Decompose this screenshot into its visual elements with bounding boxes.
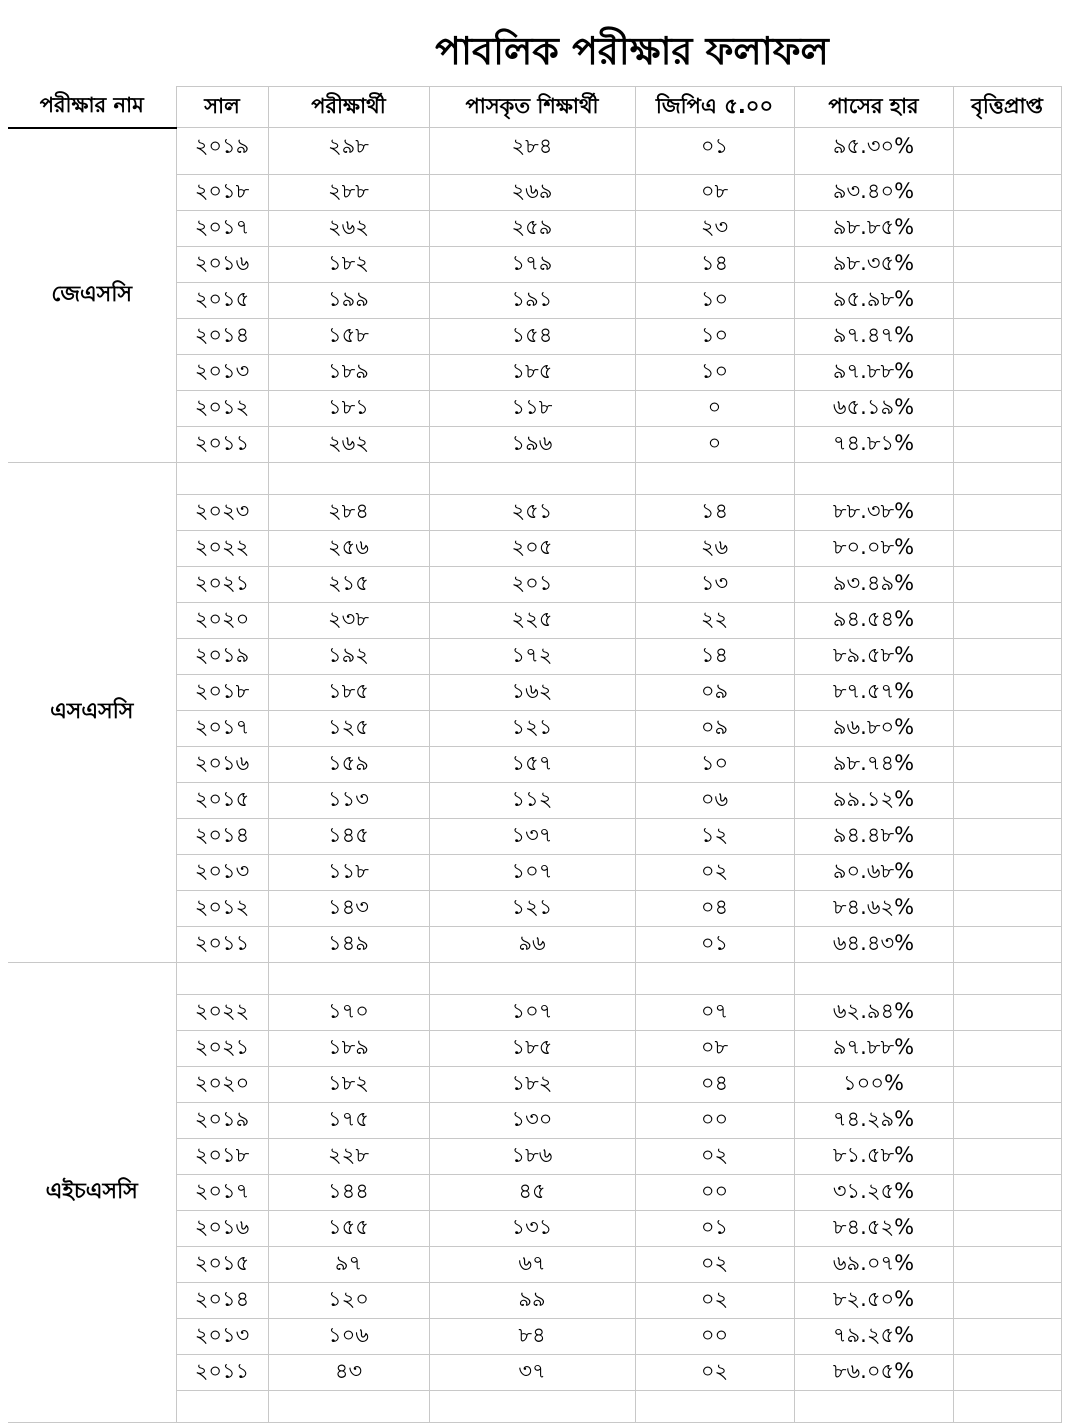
year-cell: ২০২২ (176, 531, 268, 567)
examinees-cell: ২৯৮ (268, 128, 429, 175)
scholarship-cell (953, 995, 1061, 1031)
pass-rate-cell: ৯৭.৪৭% (794, 319, 953, 355)
pass-rate-cell: ৯৯.১২% (794, 783, 953, 819)
passed-cell: ৯৬ (429, 927, 635, 963)
examinees-cell: ১৮৯ (268, 1031, 429, 1067)
examinees-cell: ১৪৩ (268, 891, 429, 927)
passed-cell: ১৮২ (429, 1067, 635, 1103)
passed-cell: ১৩১ (429, 1211, 635, 1247)
year-cell: ২০২১ (176, 567, 268, 603)
scholarship-cell (953, 175, 1061, 211)
year-cell: ২০১৩ (176, 855, 268, 891)
year-cell: ২০২০ (176, 1067, 268, 1103)
examinees-cell: ২৮৮ (268, 175, 429, 211)
scholarship-cell (953, 1283, 1061, 1319)
scholarship-cell (953, 1247, 1061, 1283)
year-cell: ২০১৫ (176, 283, 268, 319)
pass-rate-cell: ৩১.২৫% (794, 1175, 953, 1211)
pass-rate-cell: ৯০.৬৮% (794, 855, 953, 891)
empty-cell (953, 963, 1061, 995)
pass-rate-cell: ৯৫.৩০% (794, 128, 953, 175)
passed-cell: ৯৯ (429, 1283, 635, 1319)
gpa5-cell: ১০ (635, 283, 794, 319)
gpa5-cell: ০০ (635, 1103, 794, 1139)
year-cell: ২০১৪ (176, 319, 268, 355)
examinees-cell: ১৪৫ (268, 819, 429, 855)
gpa5-cell: ০২ (635, 1247, 794, 1283)
pass-rate-cell: ৬২.৯৪% (794, 995, 953, 1031)
year-cell: ২০১৮ (176, 675, 268, 711)
examinees-cell: ৪৩ (268, 1355, 429, 1391)
examinees-cell: ১৫৯ (268, 747, 429, 783)
gpa5-cell: ১০ (635, 355, 794, 391)
scholarship-cell (953, 128, 1061, 175)
scholarship-cell (953, 927, 1061, 963)
passed-cell: ১০৭ (429, 995, 635, 1031)
year-cell: ২০১৬ (176, 247, 268, 283)
pass-rate-cell: ৮০.০৮% (794, 531, 953, 567)
spacer-row (8, 963, 1061, 995)
year-cell: ২০১৩ (176, 1319, 268, 1355)
pass-rate-cell: ৬৫.১৯% (794, 391, 953, 427)
pass-rate-cell: ৯৭.৮৮% (794, 1031, 953, 1067)
empty-cell (794, 963, 953, 995)
spacer-row (8, 463, 1061, 495)
examinees-cell: ১৮২ (268, 1067, 429, 1103)
table-row (8, 128, 1061, 175)
page-title: পাবলিক পরীক্ষার ফলাফল (435, 29, 829, 73)
gpa5-cell: ০ (635, 427, 794, 463)
examinees-cell: ১০৬ (268, 1319, 429, 1355)
pass-rate-cell: ১০০% (794, 1067, 953, 1103)
passed-cell: ২০৫ (429, 531, 635, 567)
passed-cell: ২০১ (429, 567, 635, 603)
header-row (8, 87, 1061, 128)
pass-rate-cell: ৯৭.৮৮% (794, 355, 953, 391)
scholarship-cell (953, 639, 1061, 675)
examinees-cell: ২১৫ (268, 567, 429, 603)
header-examinees: পরীক্ষার্থী (268, 87, 429, 128)
scholarship-cell (953, 531, 1061, 567)
scholarship-cell (953, 391, 1061, 427)
gpa5-cell: ০০ (635, 1175, 794, 1211)
scholarship-cell (953, 247, 1061, 283)
scholarship-cell (953, 1211, 1061, 1247)
empty-cell (268, 1391, 429, 1423)
passed-cell: ২৫১ (429, 495, 635, 531)
results-table (8, 86, 1062, 1423)
gpa5-cell: ০২ (635, 1355, 794, 1391)
gpa5-cell: ০১ (635, 128, 794, 175)
scholarship-cell (953, 1319, 1061, 1355)
header-year: সাল (176, 87, 268, 128)
empty-cell (635, 963, 794, 995)
passed-cell: ১৩০ (429, 1103, 635, 1139)
pass-rate-cell: ৯৪.৫৪% (794, 603, 953, 639)
year-cell: ২০১১ (176, 427, 268, 463)
pass-rate-cell: ৮৪.৫২% (794, 1211, 953, 1247)
year-cell: ২০১৯ (176, 1103, 268, 1139)
gpa5-cell: ২৩ (635, 211, 794, 247)
examinees-cell: ২৫৬ (268, 531, 429, 567)
year-cell: ২০১৫ (176, 783, 268, 819)
pass-rate-cell: ৯৪.৪৮% (794, 819, 953, 855)
gpa5-cell: ১০ (635, 319, 794, 355)
empty-cell (794, 1391, 953, 1423)
gpa5-cell: ১৪ (635, 495, 794, 531)
table-header (8, 87, 1061, 128)
year-cell: ২০১৭ (176, 711, 268, 747)
empty-cell (953, 463, 1061, 495)
empty-cell (953, 1391, 1061, 1423)
empty-cell (176, 963, 268, 995)
pass-rate-cell: ৯৮.৭৪% (794, 747, 953, 783)
gpa5-cell: ০৭ (635, 995, 794, 1031)
empty-cell (176, 1391, 268, 1423)
year-cell: ২০১১ (176, 1355, 268, 1391)
gpa5-cell: ০৮ (635, 1031, 794, 1067)
gpa5-cell: ২৬ (635, 531, 794, 567)
exam-name-cell: জেএসসি (8, 128, 176, 463)
year-cell: ২০১৬ (176, 747, 268, 783)
passed-cell: ১৬২ (429, 675, 635, 711)
pass-rate-cell: ৮৮.৩৮% (794, 495, 953, 531)
scholarship-cell (953, 427, 1061, 463)
examinees-cell: ১৮১ (268, 391, 429, 427)
gpa5-cell: ০১ (635, 1211, 794, 1247)
examinees-cell: ১৪৯ (268, 927, 429, 963)
empty-cell (794, 463, 953, 495)
pass-rate-cell: ৯৩.৪০% (794, 175, 953, 211)
gpa5-cell: ২২ (635, 603, 794, 639)
passed-cell: ৬৭ (429, 1247, 635, 1283)
passed-cell: ১৭২ (429, 639, 635, 675)
scholarship-cell (953, 319, 1061, 355)
passed-cell: ৪৫ (429, 1175, 635, 1211)
gpa5-cell: ০৪ (635, 1067, 794, 1103)
scholarship-cell (953, 1103, 1061, 1139)
gpa5-cell: ১৪ (635, 247, 794, 283)
pass-rate-cell: ৭৯.২৫% (794, 1319, 953, 1355)
passed-cell: ১৫৪ (429, 319, 635, 355)
empty-cell (176, 463, 268, 495)
year-cell: ২০২২ (176, 995, 268, 1031)
gpa5-cell: ১৩ (635, 567, 794, 603)
year-cell: ২০১৭ (176, 1175, 268, 1211)
scholarship-cell (953, 1355, 1061, 1391)
examinees-cell: ১২০ (268, 1283, 429, 1319)
pass-rate-cell: ৬৯.০৭% (794, 1247, 953, 1283)
passed-cell: ১২১ (429, 891, 635, 927)
empty-cell (429, 1391, 635, 1423)
passed-cell: ২৮৪ (429, 128, 635, 175)
scholarship-cell (953, 675, 1061, 711)
scholarship-cell (953, 283, 1061, 319)
examinees-cell: ১৮৯ (268, 355, 429, 391)
empty-cell (635, 463, 794, 495)
gpa5-cell: ০৯ (635, 675, 794, 711)
empty-cell (268, 963, 429, 995)
passed-cell: ২৬৯ (429, 175, 635, 211)
header-gpa5: জিপিএ ৫.০০ (635, 87, 794, 128)
examinees-cell: ১৫৫ (268, 1211, 429, 1247)
exam-name-cell: এসএসসি (8, 463, 176, 963)
passed-cell: ১৯১ (429, 283, 635, 319)
examinees-cell: ১৮২ (268, 247, 429, 283)
scholarship-cell (953, 1175, 1061, 1211)
examinees-cell: ৯৭ (268, 1247, 429, 1283)
header-passed: পাসকৃত শিক্ষার্থী (429, 87, 635, 128)
gpa5-cell: ০৪ (635, 891, 794, 927)
pass-rate-cell: ৯৩.৪৯% (794, 567, 953, 603)
passed-cell: ১৫৭ (429, 747, 635, 783)
empty-cell (429, 463, 635, 495)
table-body (8, 128, 1061, 1423)
year-cell: ২০২১ (176, 1031, 268, 1067)
examinees-cell: ২৬২ (268, 427, 429, 463)
passed-cell: ১৮৫ (429, 355, 635, 391)
passed-cell: ২৫৯ (429, 211, 635, 247)
gpa5-cell: ০৯ (635, 711, 794, 747)
header-scholarship: বৃত্তিপ্রাপ্ত (953, 87, 1061, 128)
passed-cell: ৮৪ (429, 1319, 635, 1355)
gpa5-cell: ০৮ (635, 175, 794, 211)
scholarship-cell (953, 711, 1061, 747)
pass-rate-cell: ৯৫.৯৮% (794, 283, 953, 319)
passed-cell: ১১৮ (429, 391, 635, 427)
pass-rate-cell: ৯৮.৩৫% (794, 247, 953, 283)
gpa5-cell: ১৪ (635, 639, 794, 675)
gpa5-cell: ০০ (635, 1319, 794, 1355)
scholarship-cell (953, 783, 1061, 819)
year-cell: ২০১৯ (176, 128, 268, 175)
year-cell: ২০১৮ (176, 1139, 268, 1175)
pass-rate-cell: ৯৬.৮০% (794, 711, 953, 747)
gpa5-cell: ০২ (635, 1283, 794, 1319)
year-cell: ২০১৩ (176, 355, 268, 391)
passed-cell: ৩৭ (429, 1355, 635, 1391)
examinees-cell: ১৭০ (268, 995, 429, 1031)
gpa5-cell: ০২ (635, 855, 794, 891)
passed-cell: ১২১ (429, 711, 635, 747)
examinees-cell: ২৩৮ (268, 603, 429, 639)
scholarship-cell (953, 603, 1061, 639)
header-pass-rate: পাসের হার (794, 87, 953, 128)
passed-cell: ১৯৬ (429, 427, 635, 463)
gpa5-cell: ০৬ (635, 783, 794, 819)
pass-rate-cell: ৯৮.৮৫% (794, 211, 953, 247)
examinees-cell: ২৮৪ (268, 495, 429, 531)
exam-name-cell: এইচএসসি (8, 963, 176, 1423)
scholarship-cell (953, 819, 1061, 855)
examinees-cell: ১৭৫ (268, 1103, 429, 1139)
pass-rate-cell: ৮৬.০৫% (794, 1355, 953, 1391)
scholarship-cell (953, 747, 1061, 783)
header-exam-name: পরীক্ষার নাম (8, 87, 176, 128)
scholarship-cell (953, 891, 1061, 927)
year-cell: ২০১৪ (176, 819, 268, 855)
examinees-cell: ১৪৪ (268, 1175, 429, 1211)
year-cell: ২০১৮ (176, 175, 268, 211)
gpa5-cell: ০২ (635, 1139, 794, 1175)
pass-rate-cell: ৬৪.৪৩% (794, 927, 953, 963)
examinees-cell: ১৯৯ (268, 283, 429, 319)
empty-cell (635, 1391, 794, 1423)
examinees-cell: ১১৮ (268, 855, 429, 891)
examinees-cell: ১২৫ (268, 711, 429, 747)
empty-cell (268, 463, 429, 495)
scholarship-cell (953, 855, 1061, 891)
passed-cell: ১১২ (429, 783, 635, 819)
examinees-cell: ২৬২ (268, 211, 429, 247)
passed-cell: ১৮৫ (429, 1031, 635, 1067)
scholarship-cell (953, 495, 1061, 531)
empty-cell (429, 963, 635, 995)
pass-rate-cell: ৮২.৫০% (794, 1283, 953, 1319)
year-cell: ২০১৭ (176, 211, 268, 247)
passed-cell: ১৮৬ (429, 1139, 635, 1175)
pass-rate-cell: ৮৪.৬২% (794, 891, 953, 927)
year-cell: ২০২০ (176, 603, 268, 639)
examinees-cell: ১৫৮ (268, 319, 429, 355)
gpa5-cell: ০ (635, 391, 794, 427)
year-cell: ২০১১ (176, 927, 268, 963)
year-cell: ২০১২ (176, 391, 268, 427)
year-cell: ২০১৪ (176, 1283, 268, 1319)
passed-cell: ১৩৭ (429, 819, 635, 855)
gpa5-cell: ১০ (635, 747, 794, 783)
scholarship-cell (953, 567, 1061, 603)
gpa5-cell: ০১ (635, 927, 794, 963)
examinees-cell: ২২৮ (268, 1139, 429, 1175)
pass-rate-cell: ৮৯.৫৮% (794, 639, 953, 675)
scholarship-cell (953, 211, 1061, 247)
passed-cell: ২২৫ (429, 603, 635, 639)
examinees-cell: ১৯২ (268, 639, 429, 675)
pass-rate-cell: ৮১.৫৮% (794, 1139, 953, 1175)
scholarship-cell (953, 1067, 1061, 1103)
scholarship-cell (953, 1031, 1061, 1067)
passed-cell: ১৭৯ (429, 247, 635, 283)
year-cell: ২০২৩ (176, 495, 268, 531)
examinees-cell: ১১৩ (268, 783, 429, 819)
year-cell: ২০১৯ (176, 639, 268, 675)
examinees-cell: ১৮৫ (268, 675, 429, 711)
year-cell: ২০১২ (176, 891, 268, 927)
gpa5-cell: ১২ (635, 819, 794, 855)
passed-cell: ১০৭ (429, 855, 635, 891)
year-cell: ২০১৫ (176, 1247, 268, 1283)
pass-rate-cell: ৭৪.২৯% (794, 1103, 953, 1139)
pass-rate-cell: ৮৭.৫৭% (794, 675, 953, 711)
scholarship-cell (953, 355, 1061, 391)
scholarship-cell (953, 1139, 1061, 1175)
pass-rate-cell: ৭৪.৮১% (794, 427, 953, 463)
year-cell: ২০১৬ (176, 1211, 268, 1247)
